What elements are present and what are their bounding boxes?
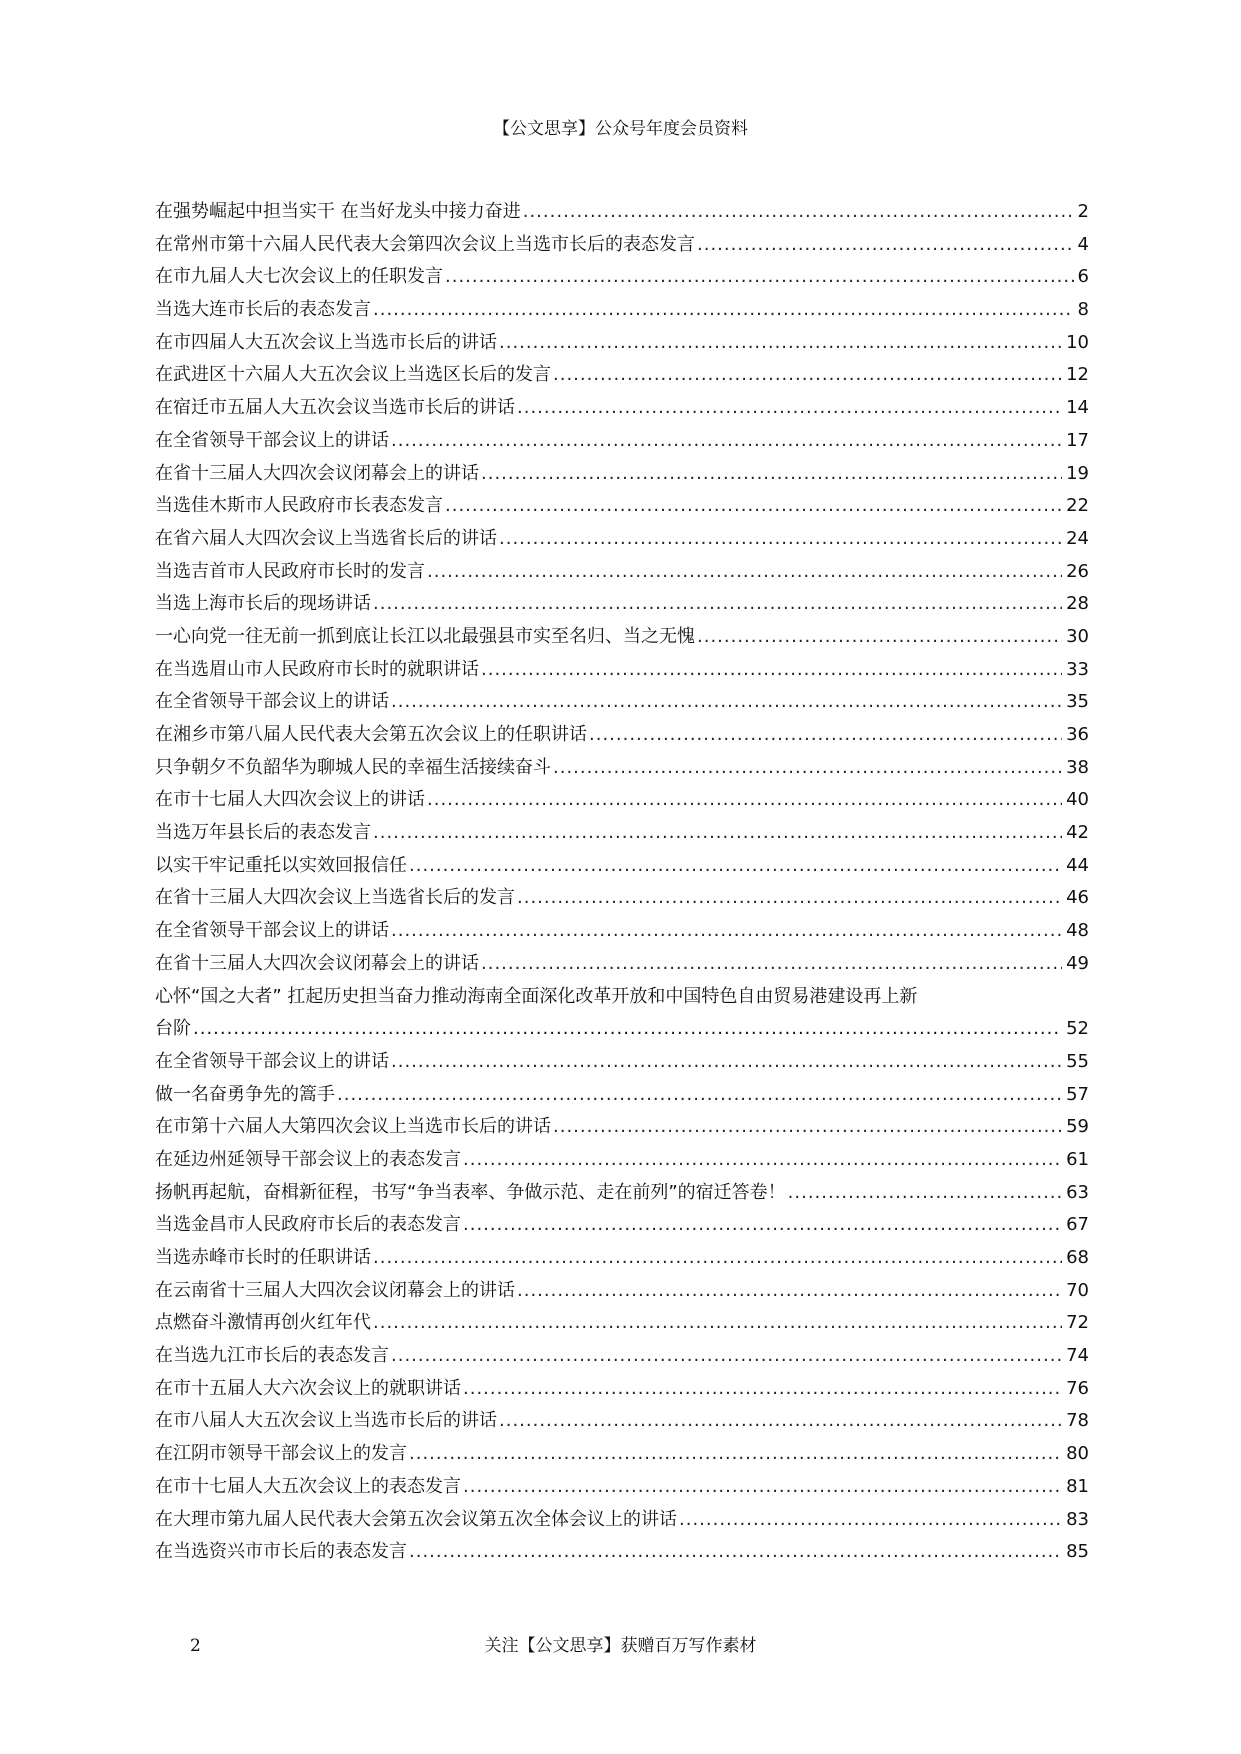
toc-entry[interactable] [155,556,1089,589]
toc-entry-page: 85 [1066,1541,1089,1563]
toc-leader-dots [409,1438,1062,1471]
toc-entry[interactable] [155,686,1089,719]
toc-entry-title: 当选佳木斯市人民政府市长表态发言 [155,495,443,517]
toc-entry-page: 42 [1066,822,1089,844]
toc-entry[interactable] [155,817,1089,850]
toc-entry-title-line1: 心怀“国之大者” 扛起历史担当奋力推动海南全面深化改革开放和中国特色自由贸易港建设再上新 [155,985,918,1007]
page-number: 2 [190,1636,201,1656]
toc-entry[interactable] [155,196,1089,229]
toc-entry-title: 当选万年县长后的表态发言 [155,822,371,844]
toc-leader-dots [679,1504,1062,1537]
toc-leader-dots [517,882,1062,915]
toc-entry-title: 在大理市第九届人民代表大会第五次会议第五次全体会议上的讲话 [155,1508,677,1530]
toc-entry-title: 在常州市第十六届人民代表大会第四次会议上当选市长后的表态发言 [155,233,695,255]
toc-entry-page: 24 [1066,527,1089,549]
toc-leader-dots [463,1471,1062,1504]
toc-entry-page: 4 [1077,233,1089,255]
toc-leader-dots [391,1340,1062,1373]
toc-entry[interactable] [155,1209,1089,1242]
toc-leader-dots [391,425,1062,458]
toc-entry-page: 46 [1066,887,1089,909]
toc-entry[interactable] [155,1111,1089,1144]
toc-entry[interactable] [155,719,1089,752]
toc-leader-dots [391,686,1062,719]
toc-entry-page: 6 [1077,266,1089,288]
toc-entry[interactable] [155,948,1089,981]
toc-entry-page: 8 [1077,299,1089,321]
toc-entry-title: 在湘乡市第八届人民代表大会第五次会议上的任职讲话 [155,724,587,745]
toc-entry-page: 14 [1066,397,1089,419]
toc-entry-page: 22 [1066,495,1089,517]
toc-leader-dots [337,1079,1062,1112]
toc-entry-page: 80 [1066,1443,1089,1465]
toc-entry[interactable] [155,1536,1089,1569]
toc-entry[interactable] [155,359,1089,392]
toc-entry-page: 72 [1066,1312,1089,1334]
toc-entry-page: 78 [1066,1410,1089,1432]
toc-entry-title: 在市九届人大七次会议上的任职发言 [155,266,443,288]
toc-leader-dots [445,261,1074,294]
toc-entry[interactable] [155,1504,1089,1537]
page-header: 【公文思享】公众号年度会员资料 [493,119,748,139]
toc-entry-page: 83 [1066,1508,1089,1530]
toc-entry-title: 以实干牢记重托以实效回报信任 [155,854,407,876]
toc-entry-page: 2 [1077,201,1089,222]
toc-leader-dots [373,1242,1062,1275]
toc-entry[interactable] [155,523,1089,556]
toc-entry-title: 在市四届人大五次会议上当选市长后的讲话 [155,331,497,353]
toc-entry-page: 59 [1066,1116,1089,1138]
toc-entry-page: 10 [1066,331,1089,353]
toc-entry-page: 33 [1066,658,1089,680]
toc-entry-page: 48 [1066,920,1089,942]
toc-entry-title: 在省十三届人大四次会议上当选省长后的发言 [155,887,515,909]
toc-entry-page: 81 [1066,1475,1089,1497]
toc-entry[interactable] [155,784,1089,817]
toc-entry[interactable] [155,654,1089,687]
toc-entry-title: 在省六届人大四次会议上当选省长后的讲话 [155,527,497,549]
toc-entry[interactable] [155,1079,1089,1112]
toc-entry[interactable] [155,1405,1089,1438]
toc-leader-dots [553,752,1062,785]
toc-leader-dots [481,654,1062,687]
toc-entry-title: 在宿迁市五届人大五次会议当选市长后的讲话 [155,397,515,419]
toc-entry-title: 在全省领导干部会议上的讲话 [155,1050,389,1072]
toc-leader-dots [391,1046,1062,1079]
toc-leader-dots [481,948,1062,981]
toc-entry-page: 49 [1066,952,1089,974]
toc-entry-title: 在省十三届人大四次会议闭幕会上的讲话 [155,462,479,484]
footer-text: 关注【公文思享】获赠百万写作素材 [484,1636,757,1656]
toc-entry-title: 在市十七届人大五次会议上的表态发言 [155,1475,461,1497]
toc-leader-dots [523,196,1074,229]
toc-entry[interactable] [155,1275,1089,1308]
toc-entry[interactable] [155,392,1089,425]
toc-entry-page: 40 [1066,789,1089,811]
toc-entry[interactable] [155,1177,1089,1210]
toc-leader-dots [373,294,1074,327]
toc-entry[interactable] [155,458,1089,491]
toc-section-b [155,1046,1089,1569]
toc-leader-dots [517,1275,1062,1308]
toc-entry[interactable] [155,229,1089,262]
toc-entry[interactable] [155,261,1089,294]
toc-entry-title: 在全省领导干部会议上的讲话 [155,920,389,942]
toc-leader-dots [193,1013,1062,1046]
toc-leader-dots [481,458,1062,491]
toc-leader-dots [373,588,1062,621]
toc-entry[interactable] [155,425,1089,458]
toc-entry-page: 63 [1066,1181,1089,1203]
toc-entry-page: 67 [1066,1214,1089,1236]
toc-entry-title: 当选金昌市人民政府市长后的表态发言 [155,1214,461,1236]
toc-leader-dots [409,1536,1062,1569]
toc-leader-dots [697,229,1074,262]
toc-entry[interactable] [155,588,1089,621]
toc-entry[interactable] [155,1242,1089,1275]
toc-leader-dots [463,1144,1062,1177]
toc-entry-title: 在市八届人大五次会议上当选市长后的讲话 [155,1410,497,1432]
toc-entry-page: 17 [1066,429,1089,451]
toc-entry-title: 当选吉首市人民政府市长时的发言 [155,560,425,582]
toc-entry-title: 一心向党一往无前一抓到底让长江以北最强县市实至名归、当之无愧 [155,625,695,647]
toc-entry-title: 扬帆再起航，奋楫新征程，书写“争当表率、争做示范、走在前列”的宿迁答卷！ [155,1181,786,1203]
toc-entry-title: 在延边州延领导干部会议上的表态发言 [155,1148,461,1170]
toc-entry-title: 在武进区十六届人大五次会议上当选区长后的发言 [155,364,551,386]
toc-entry-title: 在市十五届人大六次会议上的就职讲话 [155,1377,461,1399]
toc-entry[interactable] [155,327,1089,360]
toc-entry-page: 35 [1066,691,1089,713]
toc-entry-title: 在省十三届人大四次会议闭幕会上的讲话 [155,952,479,974]
toc-entry[interactable] [155,1438,1089,1471]
toc-entry-page: 52 [1066,1018,1089,1040]
toc-leader-dots [499,327,1062,360]
toc-leader-dots [373,817,1062,850]
toc-leader-dots [445,490,1062,523]
toc-entry-title: 点燃奋斗激情再创火红年代 [155,1312,371,1334]
toc-entry-title: 在当选资兴市市长后的表态发言 [155,1541,407,1563]
toc-entry-multiline[interactable] [155,981,1089,1046]
toc-entry-page: 36 [1066,724,1089,745]
page-footer [0,1634,1241,1658]
toc-entry-page: 19 [1066,462,1089,484]
toc-leader-dots [553,359,1062,392]
toc-entry-title: 在当选眉山市人民政府市长时的就职讲话 [155,658,479,680]
toc-entry[interactable] [155,1144,1089,1177]
toc-entry[interactable] [155,882,1089,915]
toc-entry-title: 当选赤峰市长时的任职讲话 [155,1247,371,1268]
toc-leader-dots [427,556,1062,589]
toc-entry-title: 在江阴市领导干部会议上的发言 [155,1443,407,1465]
toc-entry-title: 当选上海市长后的现场讲话 [155,593,371,615]
toc-leader-dots [427,784,1062,817]
toc-entry-title: 在全省领导干部会议上的讲话 [155,691,389,713]
toc-leader-dots [463,1209,1062,1242]
toc-entry-title: 在市十七届人大四次会议上的讲话 [155,789,425,811]
toc-entry-title: 在当选九江市长后的表态发言 [155,1345,389,1367]
toc-entry-page: 61 [1066,1148,1089,1170]
toc-entry[interactable] [155,850,1089,883]
toc-leader-dots [499,1405,1062,1438]
toc-entry-page: 38 [1066,756,1089,778]
toc-section-a [155,196,1089,981]
toc-entry[interactable] [155,1373,1089,1406]
toc-leader-dots [697,621,1062,654]
toc-entry-page: 70 [1066,1279,1089,1301]
toc-entry-title: 在强势崛起中担当实干 在当好龙头中接力奋进 [155,201,521,222]
toc-entry-page: 68 [1066,1247,1089,1268]
table-of-contents [155,196,1089,1569]
toc-entry-page: 57 [1066,1083,1089,1105]
toc-leader-dots [553,1111,1062,1144]
toc-entry-title: 只争朝夕不负韶华为聊城人民的幸福生活接续奋斗 [155,756,551,778]
toc-entry-page: 30 [1066,625,1089,647]
toc-leader-dots [409,850,1062,883]
toc-entry-title: 在市第十六届人大第四次会议上当选市长后的讲话 [155,1116,551,1138]
toc-entry[interactable] [155,1046,1089,1079]
toc-leader-dots [463,1373,1062,1406]
toc-entry[interactable] [155,1471,1089,1504]
toc-entry-page: 76 [1066,1377,1089,1399]
toc-leader-dots [373,1307,1062,1340]
toc-entry[interactable] [155,1307,1089,1340]
toc-entry[interactable] [155,1340,1089,1373]
toc-entry-title: 在全省领导干部会议上的讲话 [155,429,389,451]
toc-entry[interactable] [155,752,1089,785]
toc-leader-dots [788,1177,1062,1210]
toc-entry-title-line2: 台阶 [155,1018,191,1040]
toc-leader-dots [589,719,1062,752]
toc-entry-title: 做一名奋勇争先的篙手 [155,1083,335,1105]
toc-entry-page: 12 [1066,364,1089,386]
toc-entry-page: 44 [1066,854,1089,876]
toc-entry[interactable] [155,915,1089,948]
toc-entry-page: 74 [1066,1345,1089,1367]
toc-entry-title: 当选大连市长后的表态发言 [155,299,371,321]
toc-leader-dots [517,392,1062,425]
toc-entry[interactable] [155,490,1089,523]
toc-leader-dots [391,915,1062,948]
toc-entry-page: 26 [1066,560,1089,582]
toc-entry[interactable] [155,294,1089,327]
toc-leader-dots [499,523,1062,556]
toc-entry-page: 28 [1066,593,1089,615]
toc-entry-page: 55 [1066,1050,1089,1072]
toc-entry[interactable] [155,621,1089,654]
toc-entry-title: 在云南省十三届人大四次会议闭幕会上的讲话 [155,1279,515,1301]
